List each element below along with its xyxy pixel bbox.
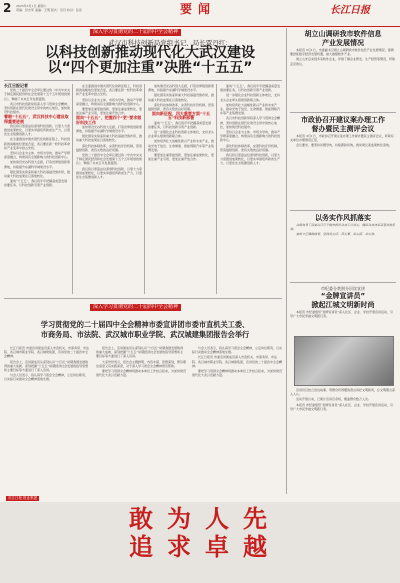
- sidebar-story-4: [290, 286, 396, 319]
- paragraph: 本报讯 市纪委组织“金牌宣讲员”深入社区、企业、学校开展宣讲活动，引导广大市民争做文明践行者。: [290, 402, 394, 411]
- paragraph: 报告会上，宣讲团成员从深刻认识“十四五”时期我国发展取得的重大成就、深刻把握“十五五”时期经济社会发展的指导思想和主要目标等方面进行了深入宣讲。: [4, 359, 89, 373]
- paragraph: 加快建设光谷科创大走廊，打造世界级创新策源地，持续提升东湖科学城建设水平。: [76, 124, 143, 134]
- paragraph: 我们将以更高站位谋划科技创新，以更大力度推进成果转化，以更实举措培育新质生产力，以更优生态集聚创新人才。: [4, 123, 71, 137]
- paragraph: 各级领导干部要以钉钉子精神抓好各项工作落实，确保各项决策部署落地见效。: [290, 223, 396, 232]
- bottom-story-column-3: [192, 346, 282, 378]
- headline-line-2: 市商务局、市法院、武汉城市职业学院、武汉城建集团报告会举行: [40, 330, 250, 339]
- paragraph: 坚持以企业为主体、市场为导向，推动产学研深度融合，构建具有全国影响力的科技创新中心。: [76, 97, 143, 106]
- story-headline: 以务实作风抓落实: [315, 214, 371, 222]
- divider: [290, 112, 396, 113]
- paragraph: 强化国家实验室和重大科技基础设施布局，推动重大科技成果在汉落地转化。: [4, 169, 71, 179]
- story-kicker: 市纪委分类别分层次宣讲: [321, 286, 365, 291]
- paragraph: 我们将以更高站位谋划科技创新，以更大力度推进成果转化，以更实举措培育新质生产力，以更优生态集聚创新人才。: [76, 166, 143, 180]
- story-kicker: 胡立山调研我市软件信息: [304, 30, 382, 38]
- paragraph: 长江日报讯 市委宣讲团成员深入市直机关、市商务局、市法院、武汉城市职业学院、武汉城建集团，宣讲党的二十届四中全会精神。: [192, 355, 283, 368]
- slogan-line-2: 追求卓越: [129, 532, 281, 561]
- headline-line-1: 学习贯彻党的二十届四中全会精神市委宣讲团市委市直机关工委、: [40, 320, 250, 329]
- date-editors-line: [16, 4, 82, 12]
- divider: [72, 84, 73, 294]
- paragraph: 本报讯 市纪委组织“金牌宣讲员”深入社区、企业、学校开展宣讲活动，引导广大市民争做文明践行者。: [290, 310, 394, 319]
- paragraph: 面向“十五五”，我们将牢牢把握高质量发展首要任务，以科技创新引领产业创新。: [4, 179, 68, 188]
- paragraph: 胡立山先后来到多家软件企业，详细了解企业研发、生产经营等情况，听取意见建议。: [290, 57, 396, 66]
- paragraph: 会议要求，要坚持问题导向，持续跟踪问效，推动建议案成果转化落地。: [296, 143, 393, 148]
- paragraph: 要把学习贯彻全会精神同推动本单位工作结合起来，为加快建设现代化大武汉贡献力量。: [96, 369, 187, 378]
- sidebar-story-3: [290, 214, 396, 238]
- paragraph: 在全面推进中国式现代化的新征程上，科技创新的战略地位更加凸显，武汉要在新一轮科技革命和产业变革中抢占先机。: [76, 84, 143, 97]
- paragraph: 加快建设光谷科创大走廊，打造世界级创新策源地，持续提升东湖科学城建设水平。: [148, 84, 215, 93]
- paper-name: 长江日报: [330, 5, 370, 16]
- top-story-subhead: 武汉市科技创新局党组书记、局长覃丹红：: [108, 39, 232, 47]
- top-story-headline: [20, 46, 280, 76]
- paragraph: 坚持以企业为主体、市场为导向，推动产学研深度融合，构建具有全国影响力的科技创新中心。: [4, 151, 71, 160]
- sidebar-story-4-body: [290, 388, 396, 412]
- slogan-line-1: 敢为人先: [129, 504, 281, 533]
- story-headline: 产业发展情况: [322, 39, 364, 47]
- paragraph: 宣讲员们结合身边故事，用群众听得懂的语言讲好文明新风，让文明理念深入人心。: [290, 388, 396, 397]
- paragraph: 强化国家实验室和重大科技基础设施布局，推动重大科技成果在汉落地转化。: [76, 134, 143, 143]
- paragraph: 大家纷纷表示，报告会主题鲜明、内容丰富、思想深刻，既有理论高度又有实践深度，对于深入学习领会全会精神很有帮助。: [96, 359, 187, 368]
- paragraph: 本报讯 3月1日，市政协召开建议案办理工作督办暨民主测评会议，听取有关单位办理情况汇报。: [290, 134, 394, 143]
- paragraph: 深化科技体制改革，完善科技评价机制，营造鼓励创新、宽容失败的良好氛围。: [76, 143, 143, 152]
- bottom-story-column-2: [96, 346, 186, 378]
- story-headline: 督办暨民主测评会议: [311, 125, 375, 133]
- top-story-banner: 深入学习贯彻党的二十届四中全会精神: [90, 29, 181, 36]
- section-title: 要闻: [180, 2, 217, 16]
- story-headline-2: 掀起江城文明新时尚: [311, 301, 375, 309]
- section-heading: 着眼“十五五”，武汉科技中心建设取得重要进展: [4, 114, 69, 124]
- paragraph: 进一步强化企业科技创新主体地位，支持龙头企业牵头组建创新联合体。: [148, 130, 215, 139]
- divider: [4, 80, 282, 81]
- ad-slogan: [100, 505, 310, 561]
- bottom-story-headline: [6, 320, 284, 340]
- divider: [290, 282, 396, 283]
- date-line: 2025年3月1日 星期六: [16, 4, 47, 8]
- top-story-column-3: [148, 84, 214, 162]
- paragraph: 我们将以更高站位谋划科技创新，以更大力度推进成果转化，以更实举措培育新质生产力，以更优生态集聚创新人才。: [220, 153, 281, 166]
- paragraph: 报告会上，宣讲团成员从深刻认识“十四五”时期我国发展取得的重大成就、深刻把握“十五五”时期经济社会发展的指导思想和主要目标等方面进行了深入宣讲。: [96, 346, 184, 359]
- paragraph: 要树立正确政绩观，坚持说实话、谋实事、出实招、求实效。: [296, 232, 378, 237]
- headline-line-2: 以“四个更加注重”决胜“十五五”: [47, 60, 253, 76]
- divider: [290, 210, 396, 211]
- sidebar-story-2: [290, 116, 396, 149]
- divider: [216, 84, 217, 294]
- paragraph: 在全面推进中国式现代化的新征程上，科技创新的战略地位更加凸显，武汉要在新一轮科技革命和产业变革中抢占先机。: [4, 137, 71, 150]
- bottom-story-banner: 深入学习贯彻党的二十届四中全会精神: [90, 304, 181, 311]
- paragraph: 要更加注重原始创新，更加注重成果转化，更加注重产业引领，更加注重开放合作。: [76, 107, 143, 116]
- page-number: 2: [3, 1, 12, 15]
- paragraph: 加快培育壮大战略性新兴产业和未来产业，推动光电子信息、生命健康、智能网联汽车等产业集群发展。: [220, 102, 281, 116]
- paragraph: 加快培育壮大战略性新兴产业和未来产业，推动光电子信息、生命健康、智能网联汽车等产业集群发展。: [148, 139, 215, 152]
- paragraph: 坚持以企业为主体、市场为导向，推动产学研深度融合，构建具有全国影响力的科技创新中心。: [220, 130, 281, 143]
- paragraph: 武汉市科技创新局将深入学习贯彻全会精神，坚持创新在现代化建设全局中的核心地位，加快建设科技强市。: [220, 116, 281, 129]
- paragraph: 加快建设光谷科创大走廊，打造世界级创新策源地，持续提升东湖科学城建设水平。: [4, 160, 71, 169]
- byline: 长江日报记者: [4, 83, 28, 88]
- ad-logo: 长江日报 报业集团: [8, 496, 38, 500]
- bottom-story-column-1: [4, 346, 90, 383]
- paragraph: 深化科技体制改革，完善科技评价机制，营造鼓励创新、宽容失败的良好氛围。: [220, 143, 281, 152]
- sidebar-story-1: [290, 30, 396, 67]
- top-story-column-2: [76, 84, 142, 180]
- paragraph: 党的二十届四中全会审议通过的《中共中央关于制定国民经济和社会发展第十五个五年规划的建议》，擘画了未来五年发展蓝图。: [76, 153, 143, 166]
- story-kicker: 市政协召开建议案办理工作: [301, 116, 385, 124]
- divider: [144, 84, 145, 294]
- paragraph: 要更加注重原始创新，更加注重成果转化，更加注重产业引领，更加注重开放合作。: [148, 153, 215, 162]
- sidebar-divider: [286, 28, 287, 494]
- paragraph: 活动开展以来，已累计宣讲百余场，覆盖群众数万人次。: [296, 397, 372, 402]
- paragraph: 武汉市科技创新局将深入学习贯彻全会精神，坚持创新在现代化建设全局中的核心地位，加快建设科技强市。: [4, 101, 71, 115]
- section-heading: 面向“十五五”，把握四个“更”要求做好科技工作: [76, 115, 142, 125]
- paragraph: 进一步强化企业科技创新主体地位，支持龙头企业牵头组建创新联合体。: [220, 93, 281, 102]
- news-photo: [294, 336, 394, 386]
- headline-line-1: 以科技创新推动现代化大武汉建设: [45, 45, 255, 61]
- top-story-column-1: [4, 84, 70, 189]
- paragraph: 面向“十五五”，我们将牢牢把握高质量发展首要任务，以科技创新引领产业创新。: [148, 120, 212, 129]
- paragraph: 与会人员表示，将认真学习领会全会精神，立足岗位职责，以实际行动推动全会精神落地生根。: [192, 346, 283, 355]
- paragraph: 与会人员表示，将认真学习领会全会精神，立足岗位职责，以实际行动推动全会精神落地生根。: [4, 373, 89, 382]
- paragraph: 要把学习贯彻全会精神同推动本单位工作结合起来，为加快建设现代化大武汉贡献力量。: [192, 369, 283, 378]
- paragraph: 党的二十届四中全会审议通过的《中共中央关于制定国民经济和社会发展第十五个五年规划的建议》，擘画了未来五年发展蓝图。: [4, 88, 71, 101]
- story-headline-1: “金牌宣讲员”: [320, 292, 366, 300]
- top-story-column-4: [220, 84, 282, 167]
- paragraph: 深化科技体制改革，完善科技评价机制，营造鼓励创新、宽容失败的良好氛围。: [148, 102, 215, 112]
- section-heading: 面向新征程，四大重要方面“十五五”科技新部署: [151, 111, 211, 121]
- paragraph: 面向“十五五”，我们将牢牢把握高质量发展首要任务，以科技创新引领产业创新。: [220, 84, 281, 93]
- divider: [4, 298, 282, 299]
- paragraph: 本报讯 3月1日，市委副书记胡立山调研我市软件信息产业发展情况，强调要抢抓数字经济发展机遇，做大做强软件产业。: [290, 48, 394, 57]
- editors-line: 责编：彭志军 美编：王明 版式：章丹 校对：张亮: [16, 8, 82, 13]
- paragraph: 长江日报讯 市委宣讲团成员深入市直机关、市商务局、市法院、武汉城市职业学院、武汉城建集团，宣讲党的二十届四中全会精神。: [4, 346, 89, 359]
- paragraph: 强化国家实验室和重大科技基础设施布局，推动重大科技成果在汉落地转化。: [148, 93, 215, 102]
